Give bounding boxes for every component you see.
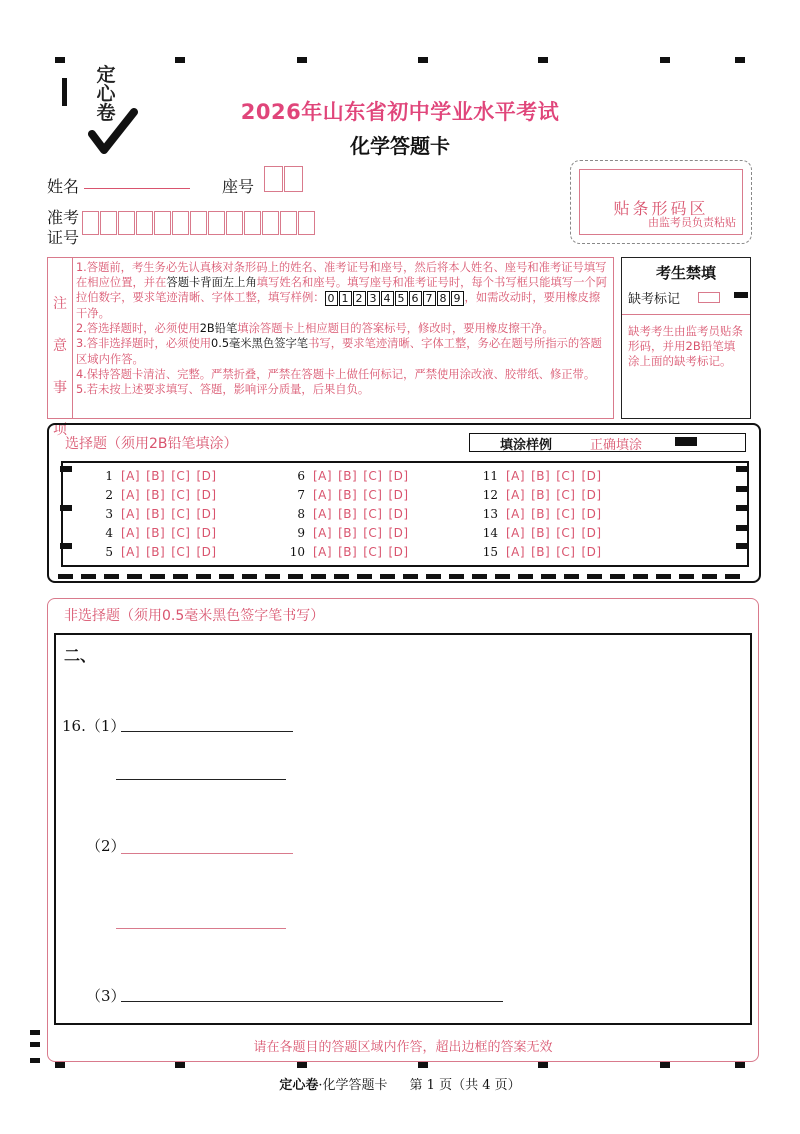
question-row xyxy=(93,507,223,521)
choice-title: 选择题（须用2B铅笔填涂） xyxy=(65,436,238,452)
timing-mark xyxy=(297,57,307,63)
timing-mark xyxy=(418,57,428,63)
question-number: 3 xyxy=(105,507,113,521)
timing-mark xyxy=(660,57,670,63)
option-bubble[interactable]: [B] xyxy=(146,469,166,483)
option-bubble[interactable]: [B] xyxy=(146,526,166,540)
option-bubble[interactable]: [B] xyxy=(146,507,166,521)
dash-segment xyxy=(633,574,648,579)
question-number: 11 xyxy=(482,469,498,483)
digit-sample: 0 1 2 3 4 5 6 7 8 9 xyxy=(325,291,465,306)
dash-segment xyxy=(656,574,671,579)
option-bubble[interactable]: [B] xyxy=(338,488,358,502)
question-row xyxy=(285,545,415,559)
dash-segment xyxy=(357,574,372,579)
option-bubble[interactable]: [A] xyxy=(313,545,333,559)
question-number: 4 xyxy=(105,526,113,540)
timing-mark xyxy=(736,486,748,492)
option-bubble[interactable]: [D] xyxy=(388,488,409,502)
option-bubble[interactable]: [A] xyxy=(313,507,333,521)
dash-segment xyxy=(518,574,533,579)
option-bubble[interactable]: [D] xyxy=(196,469,217,483)
dash-segment xyxy=(288,574,303,579)
question-row xyxy=(478,526,608,540)
dash-segment xyxy=(610,574,625,579)
timing-mark xyxy=(175,57,185,63)
dash-segment xyxy=(81,574,96,579)
question-16-1-label: 16.（1） xyxy=(62,717,126,735)
answer-line[interactable] xyxy=(121,853,293,854)
option-bubble[interactable]: [A] xyxy=(506,488,526,502)
question-number: 6 xyxy=(297,469,305,483)
option-bubble[interactable]: [D] xyxy=(196,526,217,540)
option-bubble[interactable]: [C] xyxy=(556,526,576,540)
dash-segment xyxy=(334,574,349,579)
option-bubble[interactable]: [C] xyxy=(171,545,191,559)
filled-mark-icon xyxy=(675,437,697,446)
question-row xyxy=(285,526,415,540)
option-bubble[interactable]: [C] xyxy=(363,507,383,521)
dash-segment xyxy=(449,574,464,579)
dash-segment xyxy=(104,574,119,579)
absent-mark-box[interactable] xyxy=(698,292,720,303)
timing-mark xyxy=(60,505,72,511)
option-bubble[interactable]: [A] xyxy=(506,526,526,540)
ticket-label: 准考 证号 xyxy=(47,208,80,247)
question-number: 2 xyxy=(105,488,113,502)
answer-area[interactable] xyxy=(54,633,752,1025)
option-bubble[interactable]: [D] xyxy=(581,488,602,502)
dash-segment xyxy=(541,574,556,579)
name-field[interactable] xyxy=(84,168,190,189)
option-bubble[interactable]: [C] xyxy=(363,545,383,559)
dash-segment xyxy=(426,574,441,579)
question-row xyxy=(93,469,223,483)
option-bubble[interactable]: [D] xyxy=(388,545,409,559)
ticket-number-field[interactable] xyxy=(82,211,316,239)
dash-segment xyxy=(587,574,602,579)
dash-segment xyxy=(380,574,395,579)
question-number: 5 xyxy=(105,545,113,559)
option-bubble[interactable]: [D] xyxy=(581,507,602,521)
timing-mark xyxy=(297,1062,307,1068)
question-number: 1 xyxy=(105,469,113,483)
question-row xyxy=(478,488,608,502)
question-row xyxy=(93,545,223,559)
option-bubble[interactable]: [B] xyxy=(146,488,166,502)
option-bubble[interactable]: [D] xyxy=(581,526,602,540)
option-bubble[interactable]: [C] xyxy=(556,507,576,521)
question-number: 15 xyxy=(482,545,498,559)
option-bubble[interactable]: [B] xyxy=(531,488,551,502)
option-bubble[interactable]: [A] xyxy=(121,526,141,540)
option-bubble[interactable]: [C] xyxy=(171,526,191,540)
notes-side-label: 注 意 事 项 xyxy=(48,258,73,418)
dash-segment xyxy=(150,574,165,579)
seat-field[interactable] xyxy=(264,166,304,196)
option-bubble[interactable]: [A] xyxy=(506,469,526,483)
dash-segment xyxy=(564,574,579,579)
option-bubble[interactable]: [B] xyxy=(338,545,358,559)
option-bubble[interactable]: [C] xyxy=(556,545,576,559)
option-bubble[interactable]: [A] xyxy=(121,469,141,483)
timing-mark xyxy=(736,466,748,472)
timing-mark xyxy=(30,1030,40,1035)
dash-segment xyxy=(173,574,188,579)
dashed-separator xyxy=(58,574,748,580)
dash-segment xyxy=(196,574,211,579)
option-bubble[interactable]: [C] xyxy=(171,507,191,521)
card-subtitle: 化学答题卡 xyxy=(350,134,450,158)
barcode-note: 由监考员负责粘贴 xyxy=(648,216,736,229)
option-bubble[interactable]: [D] xyxy=(581,469,602,483)
barcode-title: 贴条形码区 xyxy=(613,199,709,218)
question-number: 10 xyxy=(289,545,305,559)
timing-mark xyxy=(30,1042,40,1047)
fill-sample: 填涂样例 正确填涂 xyxy=(469,433,746,452)
timing-mark xyxy=(418,1062,428,1068)
name-label: 姓名 xyxy=(47,177,80,196)
barcode-area xyxy=(570,160,752,244)
option-bubble[interactable]: [A] xyxy=(313,526,333,540)
dash-segment xyxy=(472,574,487,579)
timing-mark xyxy=(55,1062,65,1068)
option-bubble[interactable]: [C] xyxy=(363,488,383,502)
option-bubble[interactable]: [C] xyxy=(556,488,576,502)
timing-mark xyxy=(736,525,748,531)
timing-mark xyxy=(60,543,72,549)
option-bubble[interactable]: [A] xyxy=(313,488,333,502)
answer-line[interactable] xyxy=(121,1001,503,1002)
option-bubble[interactable]: [A] xyxy=(506,545,526,559)
option-bubble[interactable]: [B] xyxy=(146,545,166,559)
dash-segment xyxy=(58,574,73,579)
option-bubble[interactable]: [A] xyxy=(121,545,141,559)
option-bubble[interactable]: [C] xyxy=(171,488,191,502)
notes-text: 1.答题前，考生务必先认真核对条形码上的姓名、准考证号和座号，然后将本人姓名、座号和准考证号填写在相应位置，并在答题卡背面左上角填写姓名和座号。填写座号和准考证号时，每个书写框只能填写一个阿拉伯数字，要求笔迹清晰、字体工整，填写样例： 0 1 2 3 4 5 6 7 8 9 ，如需改动时，要用橡皮擦干净。 2.答选择题时，必须使用2B铅笔填涂答题卡上相应题目的答案标号，修改时，要用橡皮擦干净。 3.答非选择题时，必须使用0.5毫米黑色签字笔书写，要求笔迹清晰、字体工整，务必在题号所指示的答题区域内作答。 4.保持答题卡清洁、完整。严禁折叠，严禁在答题卡上做任何标记，严禁使用涂改液、胶带纸、修正带。 5.若未按上述要求填写、答题，影响评分质量，后果自负。 xyxy=(76,261,607,397)
timing-mark xyxy=(735,57,745,63)
exam-title: 2026年山东省初中学业水平考试 xyxy=(240,100,560,124)
dash-segment xyxy=(265,574,280,579)
notes-box xyxy=(47,257,614,438)
question-number: 14 xyxy=(482,526,498,540)
seat-label: 座号 xyxy=(222,177,255,196)
dash-segment xyxy=(702,574,717,579)
timing-mark xyxy=(55,57,65,63)
question-number: 12 xyxy=(482,488,498,502)
answer-grid xyxy=(61,461,749,567)
option-bubble[interactable]: [B] xyxy=(338,507,358,521)
absent-note: 缺考考生由监考员贴条形码，并用2B铅笔填涂上面的缺考标记。 xyxy=(628,324,743,368)
logo: 定心卷 xyxy=(96,64,116,124)
nonchoice-title: 非选择题（须用0.5毫米黑色签字笔书写） xyxy=(64,608,325,624)
examiner-only-box xyxy=(621,257,751,419)
question-row xyxy=(478,545,608,559)
dash-segment xyxy=(679,574,694,579)
timing-mark xyxy=(736,543,748,549)
dash-segment xyxy=(242,574,257,579)
timing-mark xyxy=(538,57,548,63)
dash-segment xyxy=(219,574,234,579)
timing-mark xyxy=(175,1062,185,1068)
question-row xyxy=(478,507,608,521)
question-row xyxy=(93,488,223,502)
option-bubble[interactable]: [A] xyxy=(121,488,141,502)
question-16-2-label: （2） xyxy=(86,837,126,855)
choice-section xyxy=(47,423,761,583)
option-bubble[interactable]: [C] xyxy=(556,469,576,483)
dash-segment xyxy=(403,574,418,579)
dash-segment xyxy=(495,574,510,579)
option-bubble[interactable]: [A] xyxy=(506,507,526,521)
option-bubble[interactable]: [B] xyxy=(531,526,551,540)
option-bubble[interactable]: [D] xyxy=(388,526,409,540)
timing-mark xyxy=(538,1062,548,1068)
examiner-only-title: 考生禁填 xyxy=(655,264,716,282)
option-bubble[interactable]: [D] xyxy=(388,469,409,483)
timing-mark xyxy=(30,1058,40,1063)
timing-mark xyxy=(736,505,748,511)
question-number: 8 xyxy=(297,507,305,521)
option-bubble[interactable]: [B] xyxy=(531,545,551,559)
answer-line[interactable] xyxy=(116,928,286,929)
answer-line[interactable] xyxy=(121,731,293,732)
answer-line[interactable] xyxy=(116,779,286,780)
question-16-3-label: （3） xyxy=(86,987,126,1005)
option-bubble[interactable]: [D] xyxy=(196,488,217,502)
page-footer: 定心卷·化学答题卡 第 1 页（共 4 页） xyxy=(279,1078,521,1093)
section-number: 二、 xyxy=(64,646,97,665)
option-bubble[interactable]: [C] xyxy=(171,469,191,483)
option-bubble[interactable]: [B] xyxy=(338,469,358,483)
option-bubble[interactable]: [D] xyxy=(388,507,409,521)
boundary-warning: 请在各题目的答题区域内作答，超出边框的答案无效 xyxy=(253,1040,553,1055)
timing-mark xyxy=(660,1062,670,1068)
question-row xyxy=(285,488,415,502)
question-number: 13 xyxy=(482,507,498,521)
nonchoice-section xyxy=(47,598,759,1062)
question-row xyxy=(478,469,608,483)
question-row xyxy=(93,526,223,540)
absent-label: 缺考标记 xyxy=(628,292,681,307)
option-bubble[interactable]: [B] xyxy=(531,469,551,483)
timing-mark xyxy=(735,1062,745,1068)
question-number: 7 xyxy=(297,488,305,502)
option-bubble[interactable]: [B] xyxy=(338,526,358,540)
question-row xyxy=(285,507,415,521)
question-row xyxy=(285,469,415,483)
timing-mark xyxy=(60,466,72,472)
question-number: 9 xyxy=(297,526,305,540)
dash-segment xyxy=(127,574,142,579)
option-bubble[interactable]: [D] xyxy=(581,545,602,559)
option-bubble[interactable]: [D] xyxy=(196,545,217,559)
option-bubble[interactable]: [B] xyxy=(531,507,551,521)
dash-segment xyxy=(311,574,326,579)
option-bubble[interactable]: [C] xyxy=(363,526,383,540)
option-bubble[interactable]: [A] xyxy=(121,507,141,521)
option-bubble[interactable]: [C] xyxy=(363,469,383,483)
option-bubble[interactable]: [A] xyxy=(313,469,333,483)
dash-segment xyxy=(725,574,740,579)
option-bubble[interactable]: [D] xyxy=(196,507,217,521)
